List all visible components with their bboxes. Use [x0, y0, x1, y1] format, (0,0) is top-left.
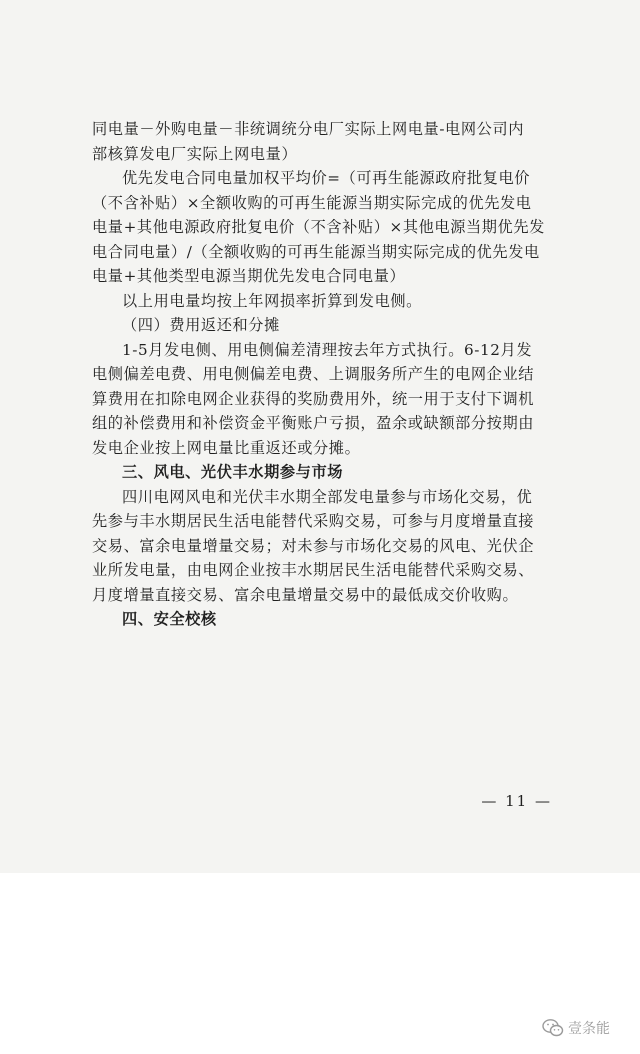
text-line: 月度增量直接交易、富余电量增量交易中的最低成交价收购。	[92, 585, 519, 604]
text-line: 组的补偿费用和补偿资金平衡账户亏损，盈余或缺额部分按期由	[92, 414, 535, 432]
section-heading: （四）费用返还和分摊	[122, 316, 280, 334]
watermark-text: 壹条能	[568, 1021, 610, 1037]
section-heading: 三、风电、光伏丰水期参与市场	[122, 463, 344, 481]
text-line: 四川电网风电和光伏丰水期全部发电量参与市场化交易，优	[122, 487, 533, 506]
text-line: 以上用电量均按上年网损率折算到发电侧。	[122, 291, 422, 310]
paragraph-fee-return	[92, 338, 552, 461]
text-line: 电侧偏差电费、用电侧偏差电费、上调服务所产生的电网企业结	[92, 365, 535, 383]
section-heading-safety-check	[92, 607, 552, 632]
page-number-text: — 11 —	[481, 792, 552, 810]
text-line: 同电量－外购电量－非统调统分电厂实际上网电量-电网公司内	[92, 120, 524, 138]
text-line: 业所发电量，由电网企业按丰水期居民生活电能替代采购交易、	[92, 561, 535, 579]
text-line: 1-5月发电侧、用电侧偏差清理按去年方式执行。6-12月发	[122, 340, 533, 359]
watermark	[542, 1018, 610, 1038]
text-line: 优先发电合同电量加权平均价=（可再生能源政府批复电价	[122, 169, 531, 187]
page-number	[0, 792, 640, 810]
document-body	[92, 117, 552, 632]
text-line: 先参与丰水期居民生活电能替代采购交易，可参与月度增量直接	[92, 512, 535, 530]
text-line: 算费用在扣除电网企业获得的奖励费用外，统一用于支付下调机	[92, 389, 535, 408]
section-heading: 四、安全校核	[122, 610, 217, 628]
section-heading-wind-solar	[92, 460, 552, 485]
paragraph-weighted-price	[92, 166, 552, 289]
text-line: （不含补贴）×全额收购的可再生能源当期实际完成的优先发电	[92, 193, 532, 212]
paragraph-wind-solar	[92, 485, 552, 608]
text-line: 部核算发电厂实际上网电量）	[92, 144, 298, 163]
text-line: 电合同电量）/（全额收购的可再生能源当期实际完成的优先发电	[92, 242, 540, 261]
text-line: 电量+其他电源政府批复电价（不含补贴）×其他电源当期优先发	[92, 218, 545, 236]
subsection-heading-fee-return	[92, 313, 552, 338]
wechat-icon	[542, 1018, 564, 1038]
text-line: 交易、富余电量增量交易；对未参与市场化交易的风电、光伏企	[92, 536, 535, 555]
text-line: 电量+其他类型电源当期优先发电合同电量）	[92, 267, 406, 285]
paragraph-network-loss	[92, 289, 552, 314]
text-line: 发电企业按上网电量比重返还或分摊。	[92, 438, 361, 457]
paragraph-formula-continuation	[92, 117, 552, 166]
